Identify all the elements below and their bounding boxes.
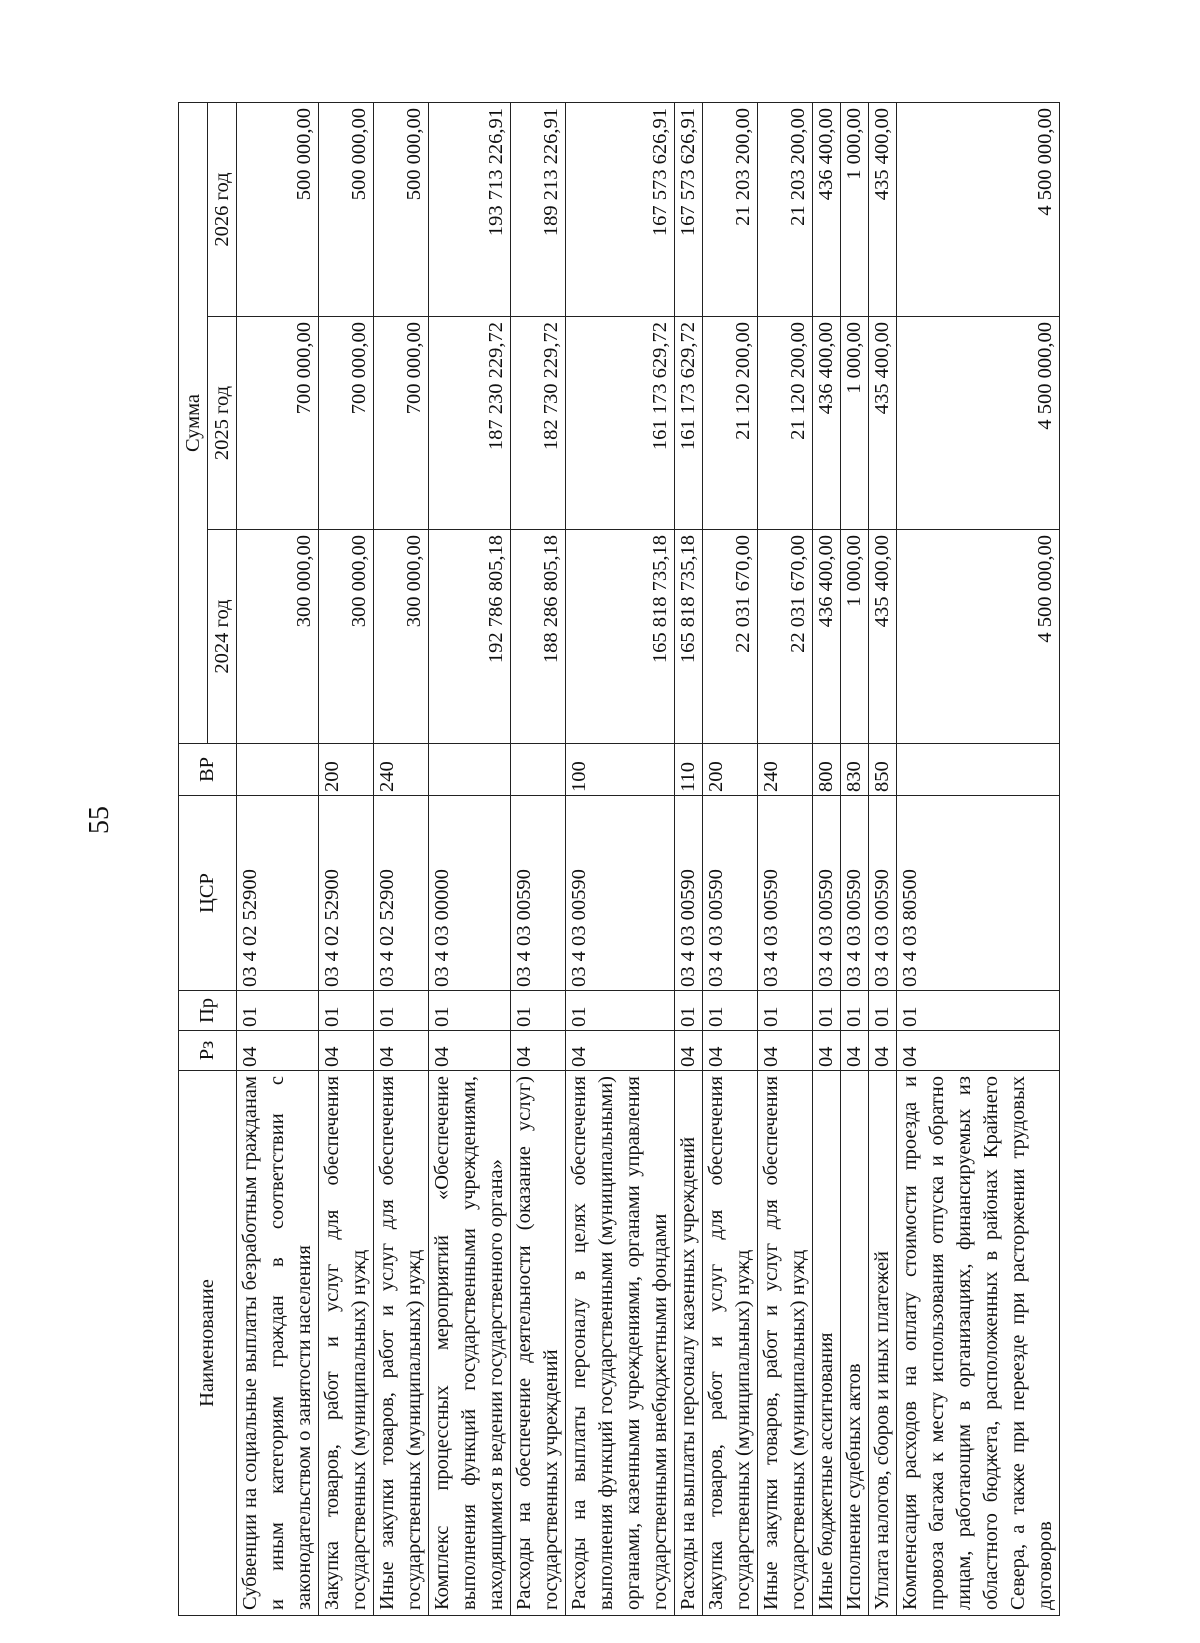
table-row	[703, 103, 758, 1616]
cell-rz: 04	[566, 1031, 675, 1071]
cell-pr: 01	[237, 991, 319, 1031]
cell-v2024: 435 400,00	[869, 530, 897, 744]
table-row	[869, 103, 897, 1616]
table-row	[511, 103, 566, 1616]
cell-name: Иные закупки товаров, работ и услуг для обеспечения государственных (муниципальных) нужд	[758, 1071, 813, 1616]
cell-vr	[237, 744, 319, 796]
cell-rz: 04	[841, 1031, 869, 1071]
cell-v2024: 188 286 805,18	[511, 530, 566, 744]
cell-pr: 01	[429, 991, 511, 1031]
cell-v2024: 1 000,00	[841, 530, 869, 744]
cell-vr	[897, 744, 1060, 796]
cell-rz: 04	[897, 1031, 1060, 1071]
cell-csr: 03 4 02 52900	[374, 796, 429, 991]
cell-vr: 100	[566, 744, 675, 796]
cell-rz: 04	[758, 1031, 813, 1071]
cell-vr	[429, 744, 511, 796]
cell-csr: 03 4 03 00590	[758, 796, 813, 991]
cell-v2025: 1 000,00	[841, 317, 869, 530]
cell-rz: 04	[374, 1031, 429, 1071]
table-row	[429, 103, 511, 1616]
table-row	[319, 103, 374, 1616]
header-2024: 2024 год	[208, 530, 237, 744]
cell-v2025: 161 173 629,72	[675, 317, 703, 530]
cell-v2024: 22 031 670,00	[758, 530, 813, 744]
cell-v2025: 187 230 229,72	[429, 317, 511, 530]
cell-name: Уплата налогов, сборов и иных платежей	[869, 1071, 897, 1616]
page-number: 55	[84, 806, 115, 834]
cell-name: Иные закупки товаров, работ и услуг для обеспечения государственных (муниципальных) нужд	[374, 1071, 429, 1616]
cell-pr: 01	[374, 991, 429, 1031]
cell-vr: 800	[813, 744, 841, 796]
cell-rz: 04	[869, 1031, 897, 1071]
cell-v2026: 193 713 226,91	[429, 103, 511, 317]
cell-csr: 03 4 03 00590	[841, 796, 869, 991]
cell-rz: 04	[319, 1031, 374, 1071]
cell-rz: 04	[429, 1031, 511, 1071]
cell-v2026: 500 000,00	[374, 103, 429, 317]
header-pr: Пр	[179, 991, 237, 1031]
cell-csr: 03 4 03 00590	[511, 796, 566, 991]
header-vr: ВР	[179, 744, 237, 796]
cell-pr: 01	[675, 991, 703, 1031]
cell-pr: 01	[813, 991, 841, 1031]
cell-vr: 240	[374, 744, 429, 796]
cell-v2025: 700 000,00	[319, 317, 374, 530]
cell-v2026: 21 203 200,00	[703, 103, 758, 317]
cell-v2025: 21 120 200,00	[703, 317, 758, 530]
cell-vr: 240	[758, 744, 813, 796]
cell-v2024: 300 000,00	[319, 530, 374, 744]
cell-name: Комплекс процессных мероприятий «Обеспечение выполнения функций государственными учреждениями, находящимися в ведении государственного органа»	[429, 1071, 511, 1616]
cell-name: Закупка товаров, работ и услуг для обеспечения государственных (муниципальных) нужд	[319, 1071, 374, 1616]
cell-v2024: 165 818 735,18	[566, 530, 675, 744]
cell-v2026: 167 573 626,91	[675, 103, 703, 317]
cell-csr: 03 4 03 00590	[675, 796, 703, 991]
header-sum: Сумма	[179, 103, 208, 744]
cell-csr: 03 4 03 00000	[429, 796, 511, 991]
table-row	[566, 103, 675, 1616]
cell-v2026: 4 500 000,00	[897, 103, 1060, 317]
header-2026: 2026 год	[208, 103, 237, 317]
rotated-table-container	[178, 103, 1056, 1616]
cell-rz: 04	[703, 1031, 758, 1071]
budget-table	[178, 102, 1060, 1616]
cell-name: Иные бюджетные ассигнования	[813, 1071, 841, 1616]
cell-v2025: 436 400,00	[813, 317, 841, 530]
cell-rz: 04	[675, 1031, 703, 1071]
cell-vr	[511, 744, 566, 796]
header-name: Наименование	[179, 1071, 237, 1616]
cell-vr: 200	[703, 744, 758, 796]
cell-vr: 110	[675, 744, 703, 796]
cell-csr: 03 4 03 00590	[869, 796, 897, 991]
cell-pr: 01	[758, 991, 813, 1031]
cell-csr: 03 4 03 00590	[566, 796, 675, 991]
cell-pr: 01	[566, 991, 675, 1031]
header-csr: ЦСР	[179, 796, 237, 991]
cell-pr: 01	[703, 991, 758, 1031]
cell-v2024: 192 786 805,18	[429, 530, 511, 744]
cell-v2026: 21 203 200,00	[758, 103, 813, 317]
cell-v2025: 700 000,00	[237, 317, 319, 530]
table-row	[237, 103, 319, 1616]
cell-v2026: 435 400,00	[869, 103, 897, 317]
table-row	[675, 103, 703, 1616]
table-row	[841, 103, 869, 1616]
cell-pr: 01	[897, 991, 1060, 1031]
cell-v2025: 435 400,00	[869, 317, 897, 530]
cell-name: Расходы на обеспечение деятельности (оказание услуг) государственных учреждений	[511, 1071, 566, 1616]
cell-rz: 04	[813, 1031, 841, 1071]
cell-v2026: 500 000,00	[319, 103, 374, 317]
cell-v2024: 22 031 670,00	[703, 530, 758, 744]
header-2025: 2025 год	[208, 317, 237, 530]
cell-name: Закупка товаров, работ и услуг для обеспечения государственных (муниципальных) нужд	[703, 1071, 758, 1616]
cell-v2024: 165 818 735,18	[675, 530, 703, 744]
cell-pr: 01	[511, 991, 566, 1031]
cell-csr: 03 4 03 80500	[897, 796, 1060, 991]
table-body	[237, 103, 1060, 1616]
cell-v2024: 436 400,00	[813, 530, 841, 744]
cell-v2025: 700 000,00	[374, 317, 429, 530]
cell-name: Исполнение судебных актов	[841, 1071, 869, 1616]
cell-v2025: 182 730 229,72	[511, 317, 566, 530]
cell-name: Расходы на выплаты персоналу в целях обеспечения выполнения функций государственными (муниципальными) органами, казенными учреждениями, органами управления государственными внебюджетными фондами	[566, 1071, 675, 1616]
cell-name: Компенсация расходов на оплату стоимости проезда и провоза багажа к месту использования отпуска и обратно лицам, работающим в организациях, финансируемых из областного бюджета, расположенных в районах Крайнего Севера, а также при переезде при расторжении трудовых договоров	[897, 1071, 1060, 1616]
table-row	[897, 103, 1060, 1616]
cell-v2026: 436 400,00	[813, 103, 841, 317]
cell-csr: 03 4 02 52900	[237, 796, 319, 991]
cell-rz: 04	[511, 1031, 566, 1071]
cell-rz: 04	[237, 1031, 319, 1071]
table-row	[813, 103, 841, 1616]
cell-v2026: 1 000,00	[841, 103, 869, 317]
cell-v2024: 300 000,00	[237, 530, 319, 744]
cell-v2025: 4 500 000,00	[897, 317, 1060, 530]
header-rz: Рз	[179, 1031, 237, 1071]
cell-vr: 830	[841, 744, 869, 796]
cell-v2024: 300 000,00	[374, 530, 429, 744]
cell-pr: 01	[319, 991, 374, 1031]
cell-csr: 03 4 02 52900	[319, 796, 374, 991]
table-row	[758, 103, 813, 1616]
cell-v2025: 21 120 200,00	[758, 317, 813, 530]
cell-csr: 03 4 03 00590	[703, 796, 758, 991]
cell-v2026: 500 000,00	[237, 103, 319, 317]
cell-pr: 01	[841, 991, 869, 1031]
cell-pr: 01	[869, 991, 897, 1031]
cell-name: Расходы на выплаты персоналу казенных учреждений	[675, 1071, 703, 1616]
cell-csr: 03 4 03 00590	[813, 796, 841, 991]
cell-name: Субвенции на социальные выплаты безработным гражданам и иным категориям граждан в соответствии с законодательством о занятости населения	[237, 1071, 319, 1616]
cell-v2025: 161 173 629,72	[566, 317, 675, 530]
table-row	[374, 103, 429, 1616]
cell-v2026: 167 573 626,91	[566, 103, 675, 317]
cell-v2026: 189 213 226,91	[511, 103, 566, 317]
cell-vr: 200	[319, 744, 374, 796]
cell-v2024: 4 500 000,00	[897, 530, 1060, 744]
cell-vr: 850	[869, 744, 897, 796]
